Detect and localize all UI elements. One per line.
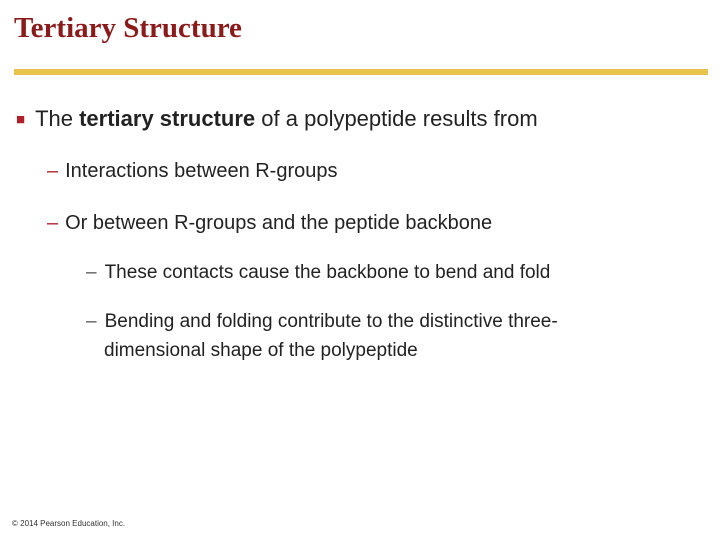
dash-bullet-icon: – <box>86 311 97 332</box>
sub-sub-bullet-continuation: dimensional shape of the polypeptide <box>104 340 418 361</box>
main-bullet-bold: tertiary structure <box>79 106 256 131</box>
sub-bullet-item <box>47 212 492 235</box>
dash-bullet-icon: – <box>47 160 59 182</box>
dash-bullet-icon: – <box>47 212 59 234</box>
main-bullet-prefix: The <box>35 106 80 131</box>
square-bullet-icon: ■ <box>16 111 26 128</box>
title-underline <box>14 69 708 75</box>
dash-bullet-icon: – <box>86 262 97 283</box>
copyright-footer: © 2014 Pearson Education, Inc. <box>12 519 126 528</box>
slide-title: Tertiary Structure <box>14 12 242 44</box>
sub-bullet-text: Or between R-groups and the peptide backbone <box>65 212 493 234</box>
sub-bullet-item <box>47 160 338 183</box>
sub-sub-bullet-text: These contacts cause the backbone to bend and fold <box>104 262 551 283</box>
main-bullet <box>16 106 538 132</box>
sub-sub-bullet-item <box>86 262 550 284</box>
sub-sub-bullet-text: Bending and folding contribute to the distinctive three- <box>104 311 558 332</box>
sub-sub-bullet-item <box>86 311 558 333</box>
main-bullet-suffix: of a polypeptide results from <box>255 106 538 131</box>
sub-bullet-text: Interactions between R-groups <box>65 160 338 182</box>
